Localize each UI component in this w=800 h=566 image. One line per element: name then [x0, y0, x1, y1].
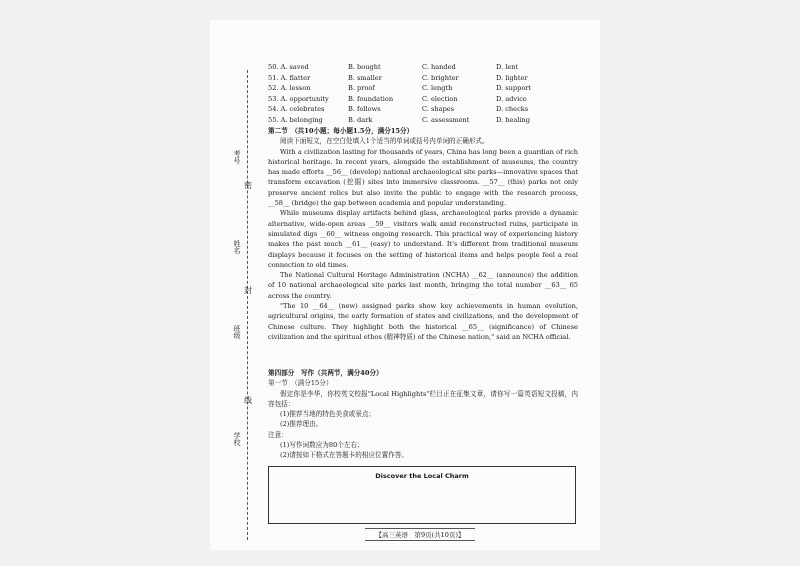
essay-title: Discover the Local Charm — [375, 472, 469, 480]
section-2-instruction: 阅读下面短文，在空白处填入1个适当的单词或括号内单词的正确形式。 — [280, 137, 489, 146]
option: B. bought — [348, 63, 381, 71]
option: D. healing — [496, 115, 531, 124]
note-heading: 注意： — [268, 430, 288, 439]
section-2-heading: 第二节 （共10小题；每小题1.5分，满分15分） — [268, 127, 414, 135]
passage-paragraph-3: The National Cultural Heritage Administration (NCHA) __62__ (announce) the addition of 10 national archaeological site parks last month, bringing the total number __63__ 65 across the country. — [268, 271, 578, 300]
option: B. dark — [348, 115, 373, 124]
option: C. election — [422, 94, 458, 103]
note-item: (2)请按如下格式在答题卡的相应位置作答。 — [280, 451, 409, 460]
answer-options — [268, 62, 588, 125]
option: 50. A. saved — [268, 63, 309, 71]
option: B. smaller — [348, 73, 382, 82]
passage-paragraph-4: "The 10 __64__ (new) assigned parks show key achievements in human evolution, agricultural origins, the early formation of states and civilizations, and the development of Chinese culture. They highlight both the historical __65__ (significance) of Chinese civilization and the spiritual ethos (精神特质) of the Chinese nation," said an NCHA official. — [268, 302, 578, 341]
side-label-class: 班级 — [233, 325, 241, 339]
option: C. length — [422, 84, 453, 92]
part-4-subheading: 第一节 （满分15分） — [268, 379, 333, 388]
side-mark-2: 封 — [244, 286, 252, 295]
passage-paragraph-2: While museums display artifacts behind glass, archaeological parks provide a dynamic alternative, wide-open areas __59__ visitors walk amid reconstructed ruins, participate in simulated digs __60__ witness ongoing research. This practical way of experiencing history makes the past much __61__ (easy) to understand. It's different from traditional museum displays because it focuses on the setting of historical items and helps people feel a real connection to old times. — [268, 209, 578, 269]
page-footer: 【高三英语 第9页(共10页)】 — [365, 528, 475, 541]
side-label-exam-number: 考号 — [233, 150, 241, 164]
side-mark-1: 密 — [244, 181, 252, 190]
binding-line — [247, 70, 248, 540]
option: 53. A. opportunity — [268, 94, 329, 103]
option-row — [268, 104, 588, 115]
option: C. shapes — [422, 105, 455, 113]
side-mark-3: 线 — [244, 396, 252, 405]
option-row — [268, 115, 588, 126]
task-item: (2)推荐理由。 — [280, 420, 323, 429]
essay-answer-box[interactable] — [268, 466, 576, 524]
section-2 — [268, 126, 578, 342]
option-row — [268, 94, 588, 105]
option-row — [268, 83, 588, 94]
option: C. assessment — [422, 115, 470, 124]
task-item: (1)推荐当地的特色美食或景点； — [280, 410, 376, 419]
passage-paragraph-1: With a civilization lasting for thousands of years, China has long been a guardian of rich historical heritage. In recent years, alongside the establishment of museums, the country has made efforts __56__ (develop) national archaeological site parks—innovative spaces that transform excavation (挖掘) sites into immersive classrooms. __57__ (this) parks not only preserve ancient relics but also invite the public to engage with the research process, __58__ (bridge) the gap between academia and popular understanding. — [268, 147, 578, 208]
option-row — [268, 62, 588, 73]
side-label-school: 学校 — [233, 432, 241, 446]
part-4 — [268, 368, 578, 461]
option: D. support — [496, 84, 532, 92]
option: B. follows — [348, 105, 381, 113]
note-item: (1)写作词数应为80个左右； — [280, 441, 364, 450]
option: 52. A. lesson — [268, 84, 311, 92]
option: C. brighter — [422, 73, 459, 82]
side-label-name: 姓名 — [233, 240, 241, 254]
option: 51. A. flatter — [268, 73, 311, 82]
option: B. proof — [348, 84, 375, 92]
option: B. foundation — [348, 94, 394, 103]
option: D. lent — [496, 63, 519, 71]
option: D. checks — [496, 105, 529, 113]
option: C. handed — [422, 63, 456, 71]
option: 54. A. celebrates — [268, 105, 325, 113]
option: 55. A. belonging — [268, 115, 323, 124]
option: D. advice — [496, 94, 527, 103]
option: D. lighter — [496, 73, 528, 82]
writing-task: 假定你是李华，你校英文校报"Local Highlights"栏目正在征集文章，请你写一篇英语短文投稿，内容包括： — [268, 389, 578, 408]
part-4-heading: 第四部分 写作（共两节，满分40分） — [268, 369, 383, 377]
option-row — [268, 73, 588, 84]
